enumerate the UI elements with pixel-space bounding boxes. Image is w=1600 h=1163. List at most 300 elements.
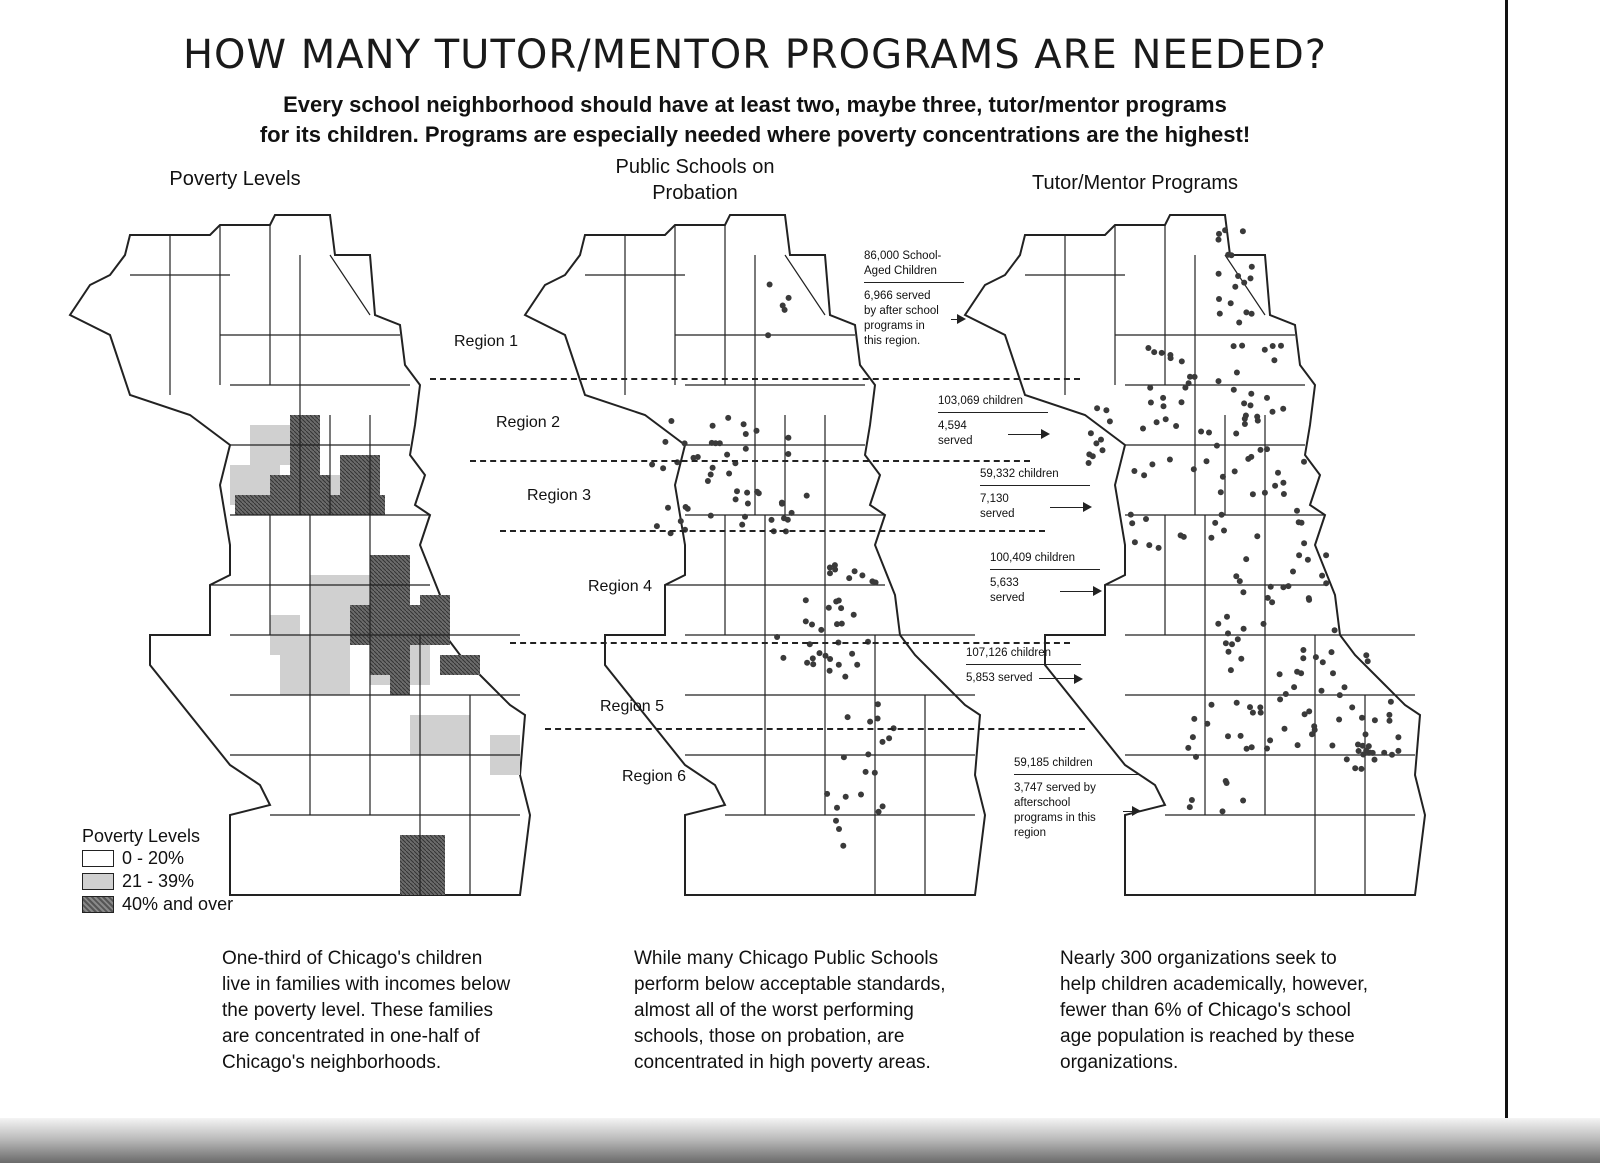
map-dot — [1381, 750, 1387, 756]
map-dot — [1206, 430, 1212, 436]
map-dot — [1163, 416, 1169, 422]
map-dot — [1271, 357, 1277, 363]
map-dot — [1248, 402, 1254, 408]
map-dot — [849, 651, 855, 657]
region-stat — [990, 551, 1100, 606]
map-dot — [1386, 712, 1392, 718]
caption-line: Chicago's neighborhoods. — [222, 1052, 442, 1073]
map-dot — [841, 754, 847, 760]
map-dot — [1294, 508, 1300, 514]
region-stat-children: 100,409 children — [990, 551, 1100, 570]
map-dot — [1277, 671, 1283, 677]
map-dot — [1204, 458, 1210, 464]
map-dot — [1258, 447, 1264, 453]
map-dot — [1344, 756, 1350, 762]
map-dot — [852, 568, 858, 574]
map-dot — [713, 440, 719, 446]
map-dot — [665, 505, 671, 511]
map-dot — [1222, 227, 1228, 233]
map-dot — [1241, 626, 1247, 632]
map-dot — [1243, 556, 1249, 562]
map-dot — [824, 791, 830, 797]
map-dot — [1098, 437, 1104, 443]
map-dot — [1275, 470, 1281, 476]
map-dot — [1395, 748, 1401, 754]
map-dot — [1261, 621, 1267, 627]
map-dot — [1329, 743, 1335, 749]
map-dot — [803, 597, 809, 603]
map-dot — [1319, 688, 1325, 694]
map-dot — [682, 440, 688, 446]
map-dot — [1277, 696, 1283, 702]
map-dot — [1226, 649, 1232, 655]
subtitle-line: for its children. Programs are especially needed where poverty concentrations are the highest! — [259, 122, 1251, 147]
map-dot — [1285, 583, 1291, 589]
legend-title: Poverty Levels — [82, 826, 201, 846]
map-dot — [1103, 407, 1109, 413]
map-dot — [827, 668, 833, 674]
map-dot — [854, 662, 860, 668]
map-dot — [1156, 545, 1162, 551]
map-dot — [1141, 472, 1147, 478]
map-dot — [743, 431, 749, 437]
map-dot — [1094, 405, 1100, 411]
region-stat-served: 3,747 served by afterschool programs in this region — [1014, 782, 1096, 839]
map-dot — [1229, 641, 1235, 647]
map-dot — [710, 423, 716, 429]
map-dot — [734, 488, 740, 494]
map-dot — [785, 451, 791, 457]
map-dot — [765, 332, 771, 338]
map-dot — [1264, 746, 1270, 752]
legend-swatch-low — [82, 850, 114, 867]
map-dot — [754, 428, 760, 434]
map-dot — [754, 489, 760, 495]
map-dot — [1225, 733, 1231, 739]
map-dot — [827, 570, 833, 576]
map-dot — [1262, 490, 1268, 496]
region-label: Region 6 — [622, 768, 687, 785]
map-dot — [1181, 534, 1187, 540]
map-dot — [724, 452, 730, 458]
map-dot — [1220, 474, 1226, 480]
map-dot — [817, 650, 823, 656]
map-dot — [662, 439, 668, 445]
map-dot — [1258, 710, 1264, 716]
map-dot — [1147, 385, 1153, 391]
region-stat — [938, 394, 1048, 449]
map-dot — [789, 510, 795, 516]
map-dot — [1187, 804, 1193, 810]
caption-line: help children academically, however, — [1060, 974, 1369, 995]
map-dot — [1216, 231, 1222, 237]
map-dot — [1140, 426, 1146, 432]
region-divider — [500, 530, 1045, 532]
map-dot — [1231, 387, 1237, 393]
map-dot — [1148, 400, 1154, 406]
map-dot — [767, 282, 773, 288]
map-dot — [1225, 630, 1231, 636]
map-dot — [845, 714, 851, 720]
map-dot — [827, 656, 833, 662]
map-dot — [1198, 429, 1204, 435]
map-dot — [1245, 456, 1251, 462]
map-dot — [1219, 512, 1225, 518]
poverty-caption — [222, 946, 602, 1076]
map-dot — [1186, 380, 1192, 386]
map-dot — [705, 478, 711, 484]
map-dot — [1204, 721, 1210, 727]
map-dot — [1185, 745, 1191, 751]
map-dot — [1100, 447, 1106, 453]
map-dot — [708, 472, 714, 478]
map-dot — [867, 719, 873, 725]
map-dot — [1365, 658, 1371, 664]
map-dot — [1086, 460, 1092, 466]
map-dot — [1145, 345, 1151, 351]
map-dot — [1209, 702, 1215, 708]
map-dot — [1387, 718, 1393, 724]
legend-label: 21 - 39% — [122, 871, 195, 891]
map-dot — [1329, 649, 1335, 655]
map-dot — [1128, 512, 1134, 518]
map-dot — [880, 803, 886, 809]
map-dot — [1189, 797, 1195, 803]
map-dot — [1366, 743, 1372, 749]
map-dot — [1132, 539, 1138, 545]
map-dot — [1107, 418, 1113, 424]
region-stat — [1014, 756, 1139, 841]
map-dot — [851, 612, 857, 618]
map-dot — [1319, 573, 1325, 579]
map-dot — [1267, 737, 1273, 743]
map-dot — [1249, 264, 1255, 270]
arrow-icon — [951, 319, 964, 320]
map-dot — [876, 809, 882, 815]
map-dot — [1280, 406, 1286, 412]
legend-label: 40% and over — [122, 894, 234, 914]
region-label: Region 4 — [588, 578, 653, 595]
map-dot — [1363, 731, 1369, 737]
map-dot — [1093, 440, 1099, 446]
map-dot — [1300, 647, 1306, 653]
map-dot — [834, 621, 840, 627]
map-dot — [1224, 614, 1230, 620]
map-dot — [745, 501, 751, 507]
schools-map-title-line: Public Schools on — [615, 156, 775, 178]
map-dot — [1187, 374, 1193, 380]
map-dot — [1372, 757, 1378, 763]
map-dot — [725, 415, 731, 421]
region-divider — [470, 460, 1030, 462]
map-dot — [1265, 595, 1271, 601]
map-dot — [1395, 734, 1401, 740]
map-dot — [1270, 343, 1276, 349]
region-stat-children: 59,332 children — [980, 467, 1090, 486]
arrow-icon — [1050, 507, 1090, 508]
map-dot — [1311, 723, 1317, 729]
map-dot — [726, 471, 732, 477]
map-dot — [1247, 704, 1253, 710]
map-dot — [846, 575, 852, 581]
map-dot — [833, 818, 839, 824]
map-dot — [654, 523, 660, 529]
map-dot — [1257, 704, 1263, 710]
map-dot — [1179, 399, 1185, 405]
region-stat-children: 59,185 children — [1014, 756, 1139, 775]
map-dot — [668, 418, 674, 424]
map-dot — [1301, 540, 1307, 546]
map-dot — [1363, 652, 1369, 658]
map-dot — [1242, 416, 1248, 422]
map-dot — [836, 826, 842, 832]
map-dot — [1248, 391, 1254, 397]
map-dot — [739, 522, 745, 528]
map-dot — [1154, 419, 1160, 425]
map-dot — [785, 517, 791, 523]
map-dot — [1179, 358, 1185, 364]
map-dot — [1160, 395, 1166, 401]
map-dot — [818, 627, 824, 633]
map-dot — [1244, 746, 1250, 752]
map-dot — [803, 618, 809, 624]
region-stat-served: 7,130 served — [980, 493, 1015, 520]
map-dot — [1131, 468, 1137, 474]
map-dot — [1228, 667, 1234, 673]
map-dot — [1313, 654, 1319, 660]
map-dot — [1332, 627, 1338, 633]
map-dot — [810, 661, 816, 667]
region-label: Region 3 — [527, 487, 592, 504]
region-stat — [980, 467, 1090, 522]
map-dot — [1300, 655, 1306, 661]
map-dot — [1262, 347, 1268, 353]
map-dot — [1296, 552, 1302, 558]
map-dot — [1299, 520, 1305, 526]
legend-item — [82, 893, 233, 916]
map-dot — [832, 562, 838, 568]
caption-line: almost all of the worst performing — [634, 1000, 914, 1021]
region-divider — [510, 642, 1070, 644]
map-dot — [1228, 300, 1234, 306]
map-dot — [1243, 309, 1249, 315]
poverty-map-title: Poverty Levels — [169, 168, 301, 190]
map-dot — [1268, 584, 1274, 590]
map-dot — [1231, 343, 1237, 349]
map-dot — [1360, 743, 1366, 749]
caption-line: the poverty level. These families — [222, 1000, 494, 1021]
map-dot — [1359, 715, 1365, 721]
caption-line: organizations. — [1060, 1052, 1179, 1073]
map-dot — [1241, 400, 1247, 406]
map-dot — [842, 674, 848, 680]
map-dot — [1291, 684, 1297, 690]
map-dot — [1238, 733, 1244, 739]
map-dot — [1234, 370, 1240, 376]
map-dot — [1254, 414, 1260, 420]
map-dot — [1216, 237, 1222, 243]
map-dot — [1216, 271, 1222, 277]
map-dot — [1237, 578, 1243, 584]
map-dot — [1249, 744, 1255, 750]
map-dot — [1090, 453, 1096, 459]
map-dot — [826, 605, 832, 611]
map-dot — [1225, 252, 1231, 258]
map-dot — [1290, 569, 1296, 575]
map-dot — [1320, 659, 1326, 665]
map-dot — [804, 493, 810, 499]
arrow-icon — [1008, 434, 1048, 435]
caption-line: schools, those on probation, are — [634, 1026, 905, 1047]
map-dot — [1248, 275, 1254, 281]
map-dot — [1223, 640, 1229, 646]
region-stat-served: 6,966 served by after school programs in this region. — [864, 290, 939, 347]
map-dot — [683, 504, 689, 510]
map-dot — [1366, 750, 1372, 756]
map-dot — [1372, 717, 1378, 723]
region-divider — [430, 378, 1080, 380]
poverty-map — [70, 215, 530, 895]
map-dot — [744, 490, 750, 496]
map-dot — [786, 295, 792, 301]
map-dot — [1168, 355, 1174, 361]
schools-map-title-line: Probation — [652, 182, 738, 204]
caption-line: live in families with incomes below — [222, 974, 511, 995]
map-dot — [1149, 461, 1155, 467]
region-stat-served: 4,594 served — [938, 420, 973, 447]
map-dot — [678, 518, 684, 524]
map-dot — [1159, 350, 1165, 356]
region-stat-children: 86,000 School-Aged Children — [864, 249, 964, 283]
map-dot — [742, 514, 748, 520]
map-dot — [1240, 589, 1246, 595]
region-stat-children: 107,126 children — [966, 646, 1081, 665]
map-dot — [1216, 296, 1222, 302]
region-stat — [966, 646, 1081, 686]
map-dot — [780, 655, 786, 661]
programs-map-title: Tutor/Mentor Programs — [1032, 172, 1238, 194]
map-dot — [838, 605, 844, 611]
map-dot — [785, 435, 791, 441]
map-dot — [1146, 542, 1152, 548]
map-dot — [1232, 468, 1238, 474]
map-dot — [875, 701, 881, 707]
map-dot — [1151, 349, 1157, 355]
map-dot — [880, 739, 886, 745]
map-dot — [809, 622, 815, 628]
map-dot — [1242, 421, 1248, 427]
map-dot — [858, 792, 864, 798]
region-label: Region 2 — [496, 414, 561, 431]
map-dot — [1302, 711, 1308, 717]
map-dot — [1161, 403, 1167, 409]
map-dot — [1224, 780, 1230, 786]
map-dot — [872, 770, 878, 776]
map-dot — [1282, 726, 1288, 732]
legend-label: 0 - 20% — [122, 848, 185, 868]
map-dot — [649, 462, 655, 468]
map-dot — [1232, 284, 1238, 290]
map-dot — [1143, 516, 1149, 522]
arrow-icon — [1123, 811, 1139, 812]
region-divider — [545, 728, 1085, 730]
map-dot — [1239, 343, 1245, 349]
map-dot — [863, 769, 869, 775]
caption-line: are concentrated in one-half of — [222, 1026, 480, 1047]
map-dot — [1323, 580, 1329, 586]
arrow-icon — [1060, 591, 1100, 592]
map-dot — [843, 794, 849, 800]
map-dot — [1283, 691, 1289, 697]
map-dot — [774, 634, 780, 640]
map-dot — [1212, 520, 1218, 526]
map-dot — [1360, 752, 1366, 758]
map-dot — [1221, 528, 1227, 534]
map-dot — [1215, 621, 1221, 627]
map-dot — [1190, 734, 1196, 740]
map-dot — [1129, 520, 1135, 526]
map-dot — [1233, 431, 1239, 437]
map-dot — [1358, 766, 1364, 772]
map-dot — [836, 662, 842, 668]
map-dot — [1240, 228, 1246, 234]
map-dot — [1241, 280, 1247, 286]
map-dot — [869, 578, 875, 584]
map-dot — [1167, 457, 1173, 463]
map-dot — [1295, 742, 1301, 748]
map-dot — [1278, 343, 1284, 349]
map-dot — [710, 465, 716, 471]
map-dot — [1193, 754, 1199, 760]
map-dot — [1173, 423, 1179, 429]
map-dot — [1349, 704, 1355, 710]
map-dot — [1218, 489, 1224, 495]
legend-item — [82, 847, 233, 870]
map-dot — [1336, 717, 1342, 723]
schools-caption — [634, 946, 1014, 1076]
caption-line: While many Chicago Public Schools — [634, 948, 939, 969]
map-dot — [1233, 573, 1239, 579]
map-dot — [1281, 491, 1287, 497]
region-label: Region 1 — [454, 333, 519, 350]
map-dot — [1337, 692, 1343, 698]
caption-line: fewer than 6% of Chicago's school — [1060, 1000, 1351, 1021]
region-stat-children: 103,069 children — [938, 394, 1048, 413]
programs-caption — [1060, 946, 1460, 1076]
map-dot — [1301, 459, 1307, 465]
map-dot — [1305, 557, 1311, 563]
caption-line: One-third of Chicago's children — [222, 948, 483, 969]
caption-line: perform below acceptable standards, — [634, 974, 946, 995]
map-dot — [840, 843, 846, 849]
map-dot — [1216, 378, 1222, 384]
map-dot — [1191, 716, 1197, 722]
map-dot — [1330, 670, 1336, 676]
map-dot — [769, 517, 775, 523]
map-dot — [1352, 765, 1358, 771]
map-dot — [1250, 491, 1256, 497]
map-dot — [886, 735, 892, 741]
map-dot — [1270, 409, 1276, 415]
map-dot — [1272, 483, 1278, 489]
map-dot — [804, 660, 810, 666]
map-dot — [1254, 533, 1260, 539]
region-label: Region 5 — [600, 698, 665, 715]
legend-swatch-high — [82, 896, 114, 913]
map-dot — [810, 655, 816, 661]
map-dot — [1294, 669, 1300, 675]
legend-swatch-mid — [82, 873, 114, 890]
